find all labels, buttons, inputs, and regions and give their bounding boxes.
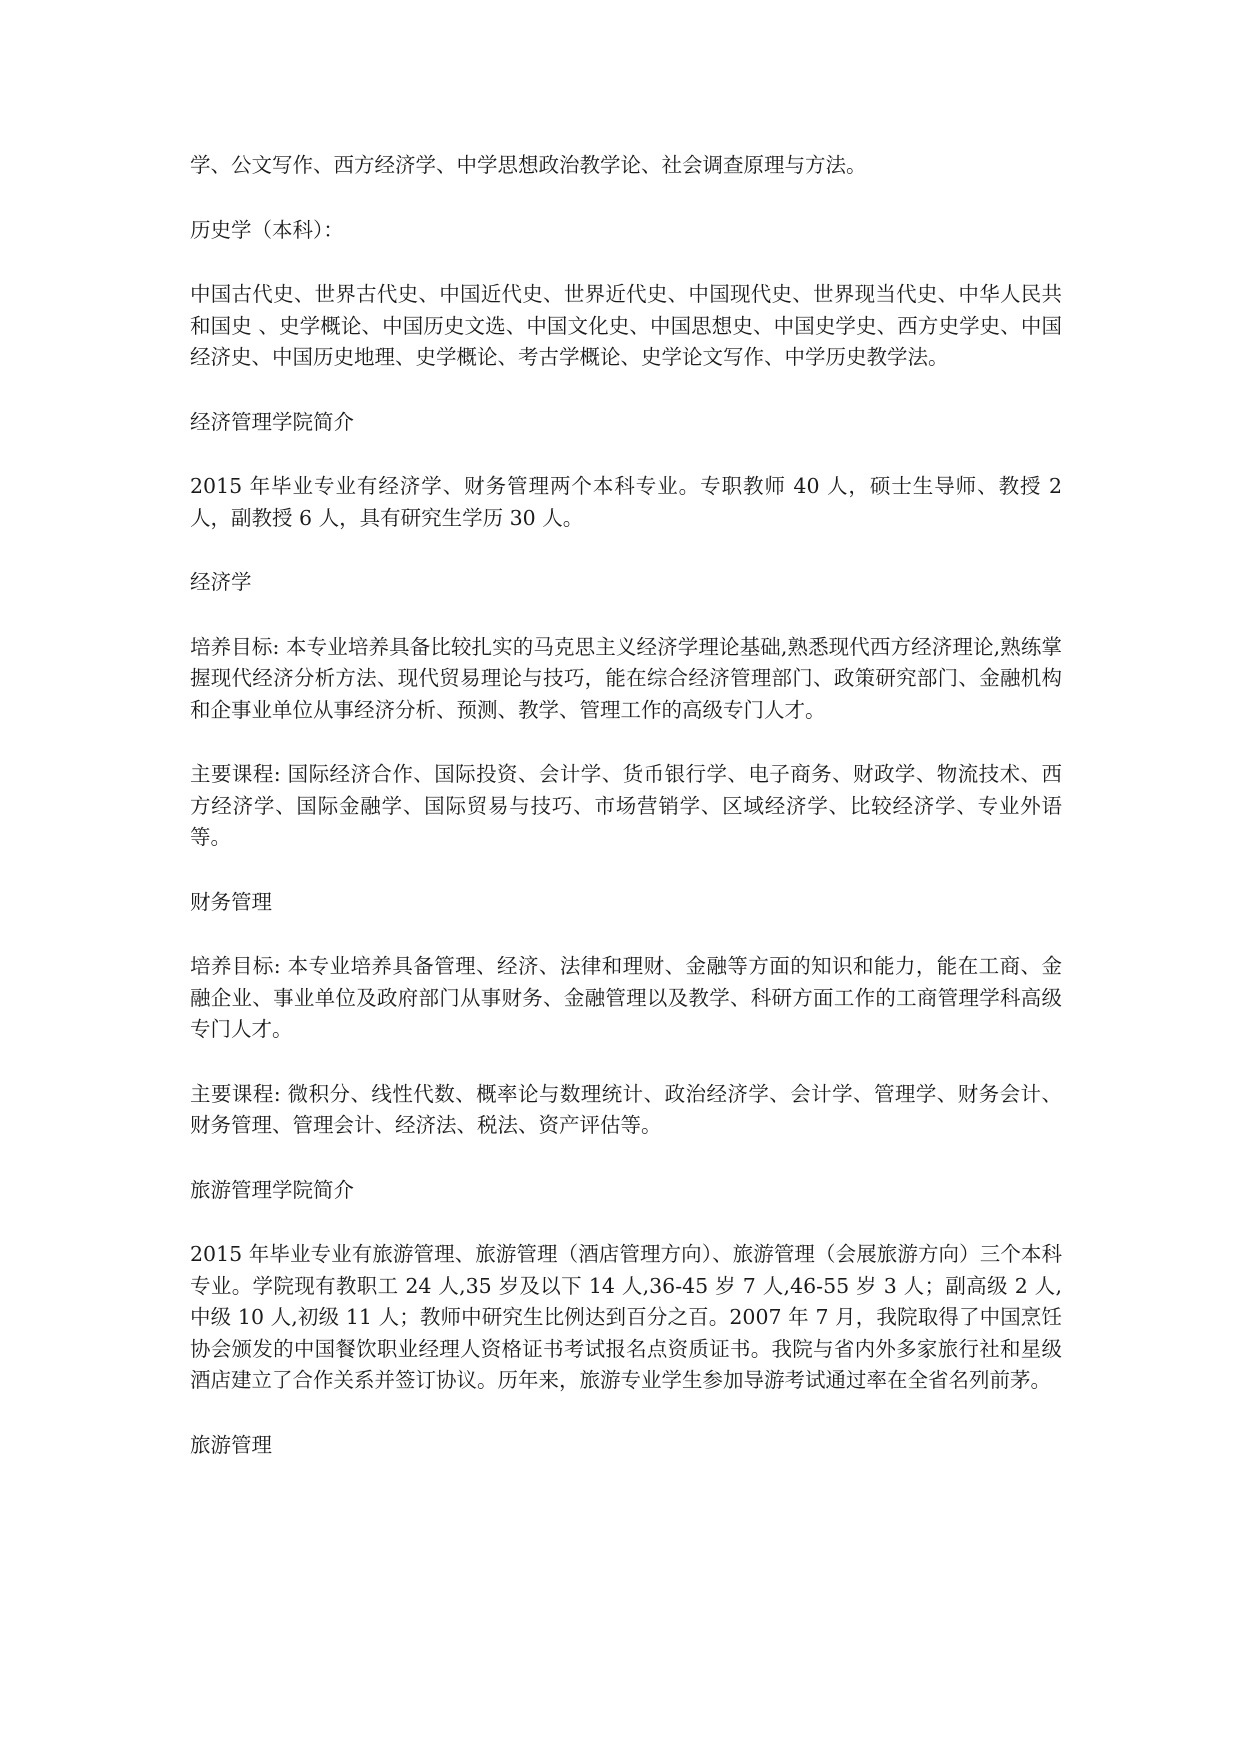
heading-economics-management-school: 经济管理学院简介 — [190, 409, 354, 434]
heading-tourism-management-school: 旅游管理学院简介 — [190, 1177, 354, 1202]
paragraph-economics-objective: 培养目标: 本专业培养具备比较扎实的马克思主义经济学理论基础,熟悉现代西方经济理论,熟练掌握现代经济分析方法、现代贸易理论与技巧，能在综合经济管理部门、政策研究部门、金融机构和企事业单位从事经济分析、预测、教学、管理工作的高级专门人才。 — [190, 634, 1062, 722]
document-page — [190, 150, 1062, 1461]
heading-tourism-management: 旅游管理 — [190, 1432, 272, 1457]
paragraph-economics-management-intro: 2015 年毕业专业有经济学、财务管理两个本科专业。专职教师 40 人，硕士生导师、教授 2 人，副教授 6 人，具有研究生学历 30 人。 — [190, 474, 1062, 530]
heading-economics: 经济学 — [190, 570, 252, 594]
paragraph-economics-courses: 主要课程: 国际经济合作、国际投资、会计学、货币银行学、电子商务、财政学、物流技术、西方经济学、国际金融学、国际贸易与技巧、市场营销学、区域经济学、比较经济学、专业外语等。 — [190, 762, 1062, 849]
paragraph-history-courses: 中国古代史、世界古代史、中国近代史、世界近代史、中国现代史、世界现当代史、中华人民共和国史 、史学概论、中国历史文选、中国文化史、中国思想史、中国史学史、西方史学史、中国经济史、中国历史地理、史学概论、考古学概论、史学论文写作、中学历史教学法。 — [190, 282, 1062, 369]
heading-history-undergraduate: 历史学（本科）： — [190, 217, 344, 242]
paragraph-financial-objective: 培养目标: 本专业培养具备管理、经济、法律和理财、金融等方面的知识和能力，能在工商、金融企业、事业单位及政府部门从事财务、金融管理以及教学、科研方面工作的工商管理学科高级专门人才。 — [190, 954, 1062, 1041]
paragraph-course-list-continued: 学、公文写作、西方经济学、中学思想政治教学论、社会调查原理与方法。 — [190, 153, 867, 177]
paragraph-tourism-intro: 2015 年毕业专业有旅游管理、旅游管理（酒店管理方向）、旅游管理（会展旅游方向）三个本科专业。学院现有教职工 24 人,35 岁及以下 14 人,36-45 岁 7 人,46-55 岁 3 人；副高级 2 人,中级 10 人,初级 11 人；教师中研究生比例达到百分之百。2007 年 7 月，我院取得了中国烹饪协会颁发的中国餐饮职业经理人资格证书考试报名点资质证书。我院与省内外多家旅行社和星级酒店建立了合作关系并签订协议。历年来，旅游专业学生参加导游考试通过率在全省名列前茅。 — [190, 1242, 1062, 1392]
paragraph-financial-courses: 主要课程: 微积分、线性代数、概率论与数理统计、政治经济学、会计学、管理学、财务会计、财务管理、管理会计、经济法、税法、资产评估等。 — [190, 1081, 1062, 1137]
heading-financial-management: 财务管理 — [190, 889, 272, 914]
